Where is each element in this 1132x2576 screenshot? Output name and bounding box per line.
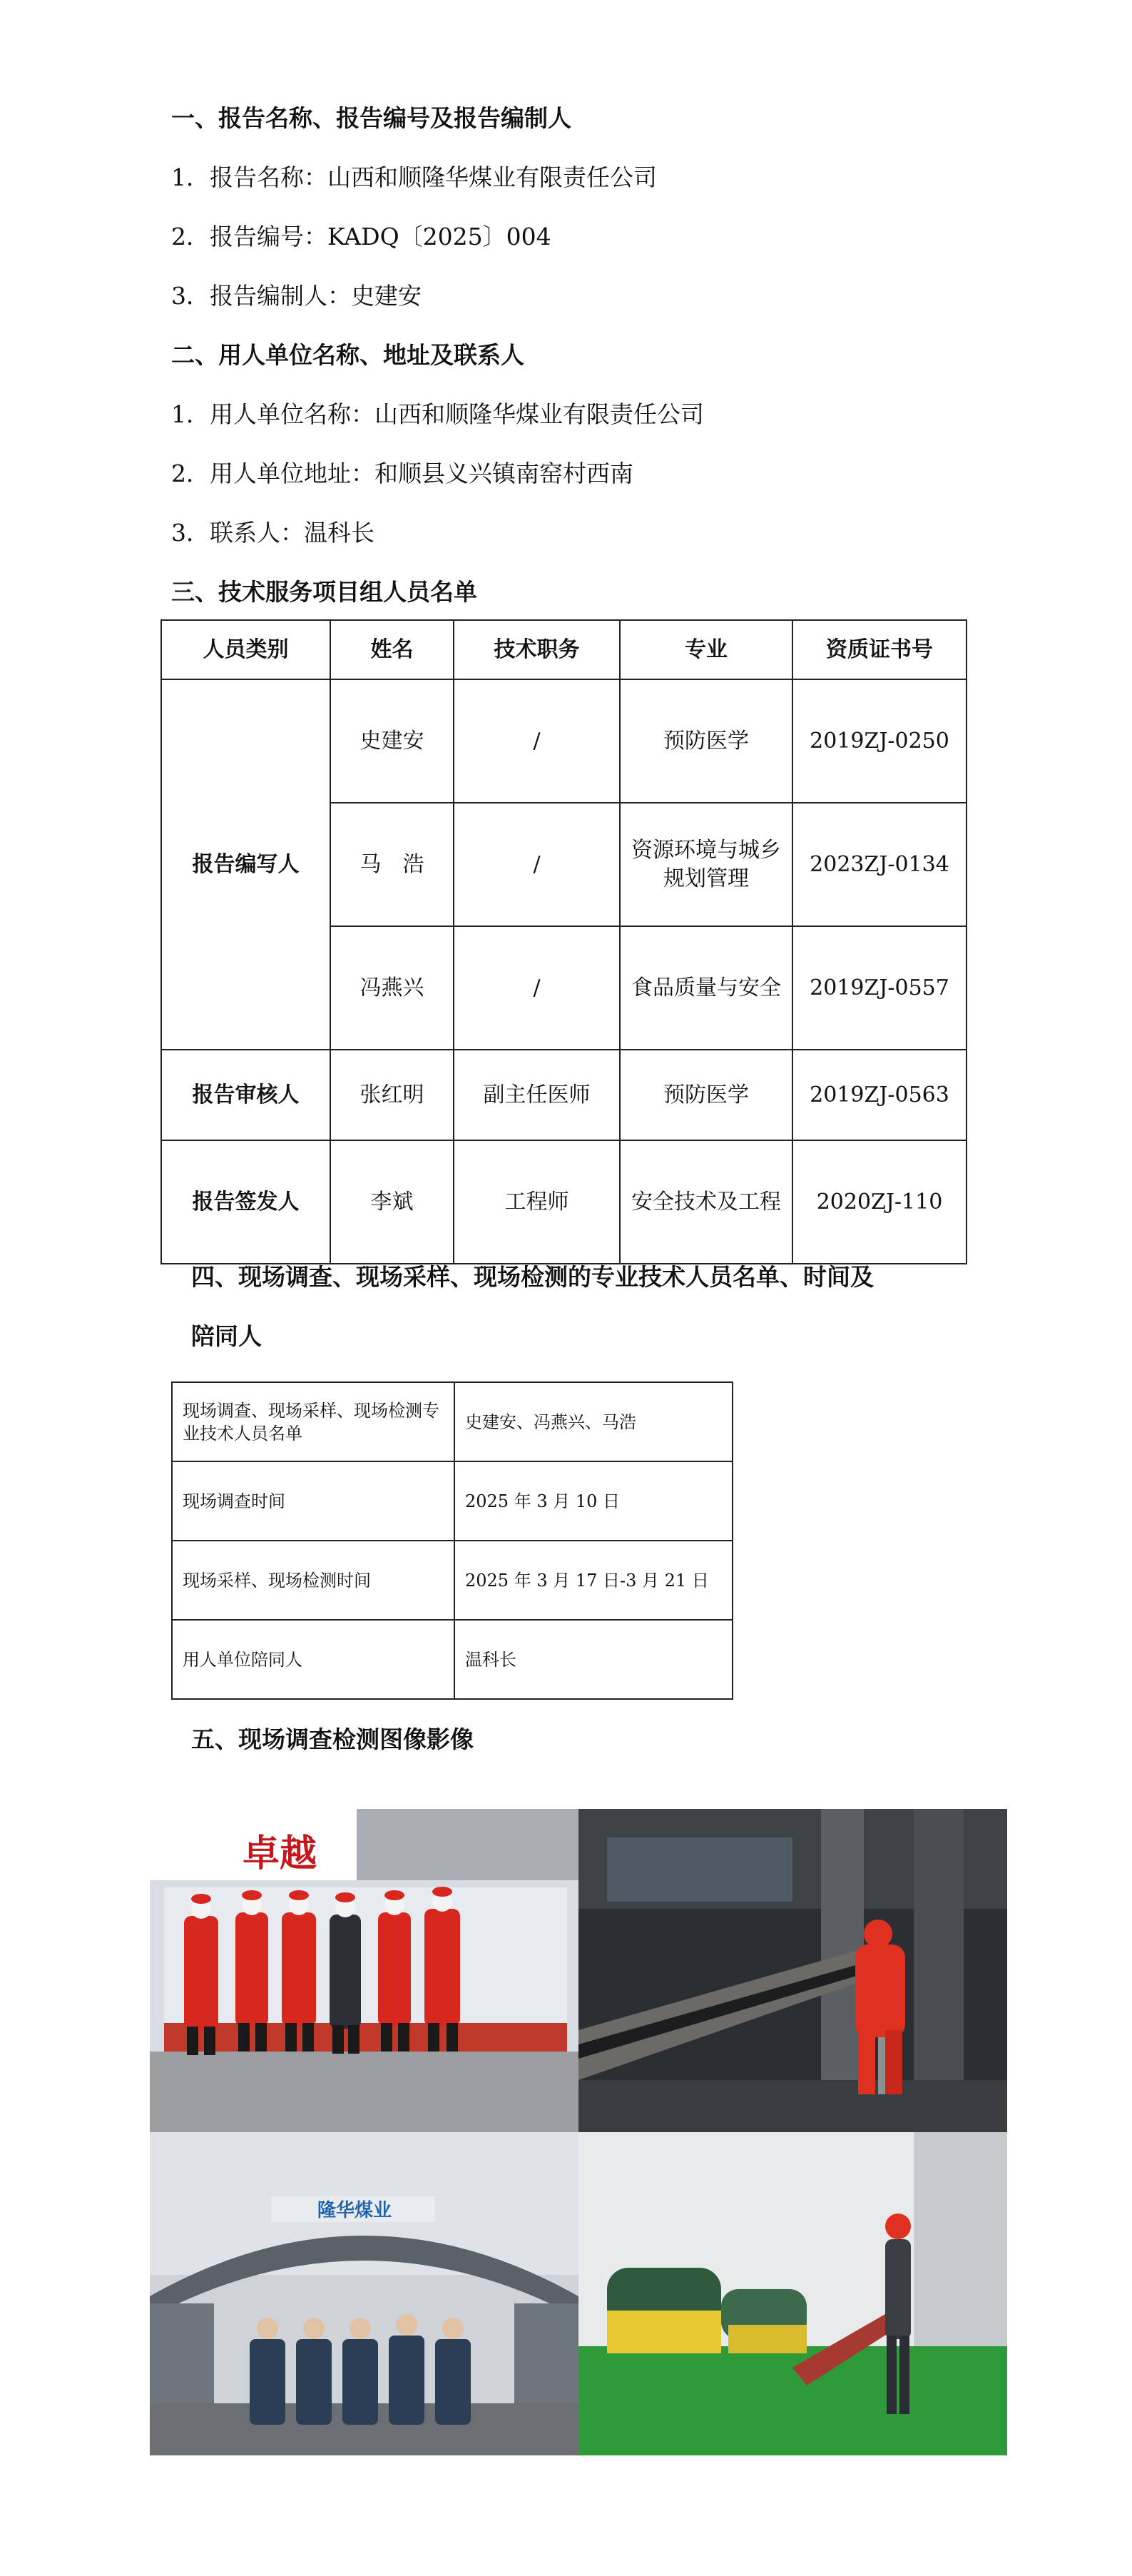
person-major: 预防医学 (620, 1050, 792, 1140)
category-writers: 报告编写人 (161, 679, 330, 1050)
report-author: 3．报告编制人：史建安 (171, 282, 422, 310)
section3-heading: 三、技术服务项目组人员名单 (171, 578, 477, 606)
person-title: / (454, 803, 620, 926)
person-name: 马 浩 (330, 803, 454, 926)
person-major: 资源环境与城乡规划管理 (620, 803, 792, 926)
field-label: 现场调查时间 (172, 1461, 454, 1541)
category-issuer: 报告签发人 (161, 1140, 330, 1264)
photo-grid (150, 1809, 1007, 2455)
field-value: 史建安、冯燕兴、马浩 (454, 1382, 733, 1461)
section2-heading: 二、用人单位名称、地址及联系人 (171, 341, 524, 369)
person-major: 食品质量与安全 (620, 926, 792, 1050)
field-label: 现场调查、现场采样、现场检测专业技术人员名单 (172, 1382, 454, 1461)
table-row (161, 1050, 967, 1140)
staff-table (160, 619, 967, 1264)
table-row (172, 1620, 733, 1699)
person-title: / (454, 926, 620, 1050)
table-row (172, 1382, 733, 1461)
report-number: 2．报告编号：KADQ〔2025〕004 (171, 223, 551, 250)
header-name: 姓名 (330, 620, 454, 679)
table-row (161, 679, 967, 803)
section1-heading: 一、报告名称、报告编号及报告编制人 (171, 104, 571, 132)
header-cert: 资质证书号 (792, 620, 967, 679)
header-category: 人员类别 (161, 620, 330, 679)
photo-team-entrance (150, 1809, 578, 2132)
person-name: 史建安 (330, 679, 454, 803)
photo-blower-room (578, 2132, 1007, 2455)
photo-gate-sign-text: 隆华煤业 (317, 2200, 392, 2221)
category-reviewer: 报告审核人 (161, 1050, 330, 1140)
person-cert: 2023ZJ-0134 (792, 803, 967, 926)
person-major: 预防医学 (620, 679, 792, 803)
person-major: 安全技术及工程 (620, 1140, 792, 1264)
employer-name: 1．用人单位名称：山西和顺隆华煤业有限责任公司 (171, 400, 704, 428)
person-cert: 2020ZJ-110 (792, 1140, 967, 1264)
field-value: 2025 年 3 月 10 日 (454, 1461, 733, 1541)
person-title: 副主任医师 (454, 1050, 620, 1140)
section4-heading-line2: 陪同人 (191, 1322, 262, 1350)
header-major: 专业 (620, 620, 792, 679)
contact-person: 3．联系人：温科长 (171, 519, 374, 547)
photo-sign-text: 卓越 (243, 1832, 317, 1875)
person-cert: 2019ZJ-0250 (792, 679, 967, 803)
person-name: 冯燕兴 (330, 926, 454, 1050)
field-info-table (171, 1381, 733, 1700)
table-row (161, 1140, 967, 1264)
report-name: 1．报告名称：山西和顺隆华煤业有限责任公司 (171, 163, 657, 191)
field-value: 2025 年 3 月 17 日-3 月 21 日 (454, 1541, 733, 1620)
person-name: 李斌 (330, 1140, 454, 1264)
photo-mine-gate (150, 2132, 578, 2455)
section4-heading-line1: 四、现场调查、现场采样、现场检测的专业技术人员名单、时间及 (191, 1263, 874, 1291)
person-cert: 2019ZJ-0563 (792, 1050, 967, 1140)
header-title: 技术职务 (454, 620, 620, 679)
section5-heading: 五、现场调查检测图像影像 (191, 1725, 474, 1753)
table-row (172, 1461, 733, 1541)
employer-address: 2．用人单位地址：和顺县义兴镇南窑村西南 (171, 460, 633, 487)
person-name: 张红明 (330, 1050, 454, 1140)
photo-conveyor-sampling (578, 1809, 1007, 2132)
table-row (172, 1541, 733, 1620)
staff-table-header (161, 620, 967, 679)
field-label: 现场采样、现场检测时间 (172, 1541, 454, 1620)
person-title: / (454, 679, 620, 803)
field-label: 用人单位陪同人 (172, 1620, 454, 1699)
person-cert: 2019ZJ-0557 (792, 926, 967, 1050)
field-value: 温科长 (454, 1620, 733, 1699)
person-title: 工程师 (454, 1140, 620, 1264)
